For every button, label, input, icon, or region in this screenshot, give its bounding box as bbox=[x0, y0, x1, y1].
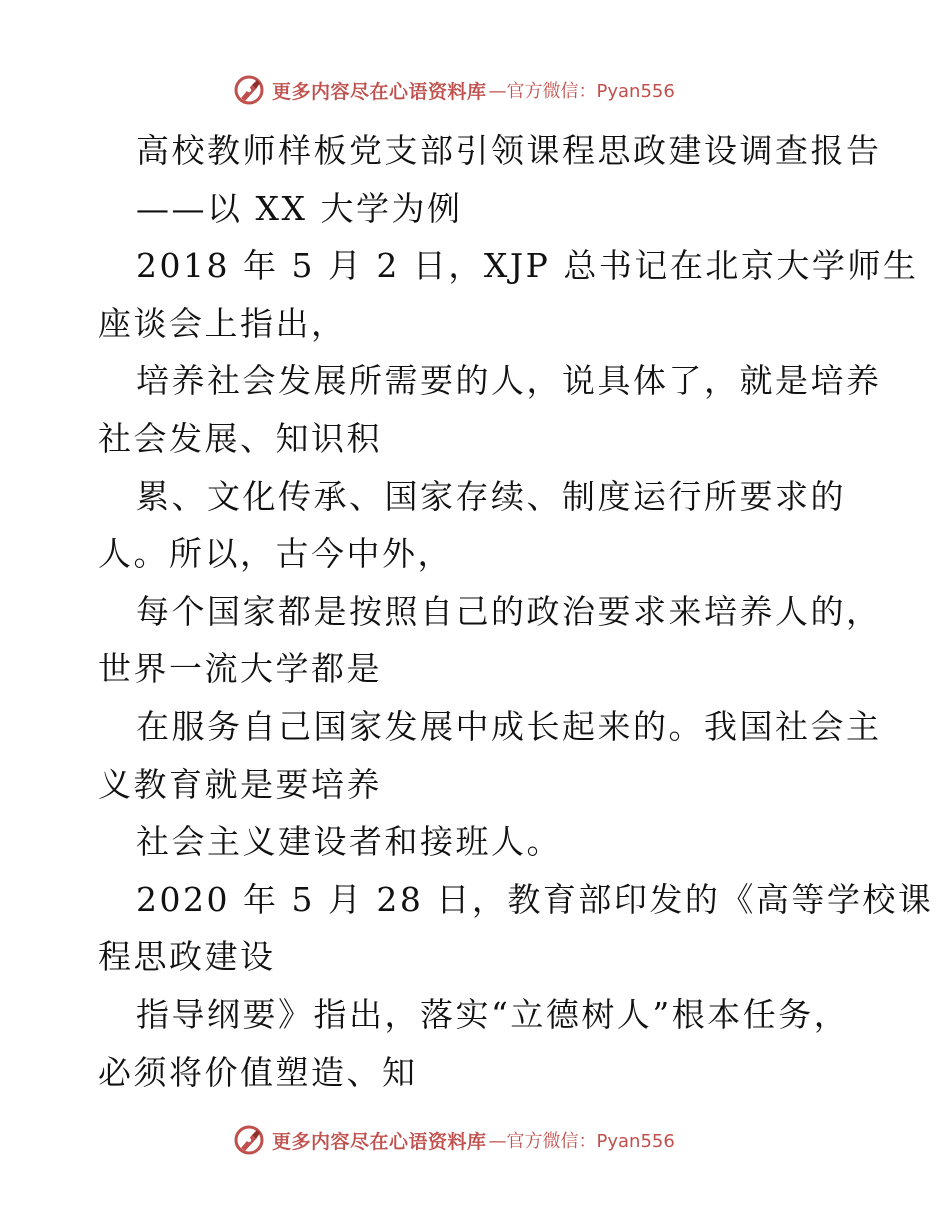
doc-title: 高校教师样板党支部引领课程思政建设调查报告 bbox=[136, 131, 882, 170]
doc-line: 程思政建设 bbox=[98, 937, 276, 977]
doc-subtitle: ——以 XX 大学为例 bbox=[136, 188, 463, 228]
pen-logo-icon bbox=[232, 73, 266, 107]
doc-line: 指导纲要》指出，落实“立德树人”根本任务， bbox=[136, 994, 850, 1034]
doc-line: 人。所以，古今中外， bbox=[98, 534, 453, 574]
watermark-main-text: 更多内容尽在心语资料库 bbox=[272, 80, 487, 103]
doc-line: 2020 年 5 月 28 日，教育部印发的《高等学校课 bbox=[136, 879, 934, 919]
footer-watermark bbox=[232, 1122, 675, 1158]
doc-line: 社会发展、知识积 bbox=[98, 418, 382, 458]
doc-line: 每个国家都是按照自己的政治要求来培养人的， bbox=[136, 591, 882, 631]
doc-line: 义教育就是要培养 bbox=[98, 764, 382, 804]
watermark-wechat-text: —官方微信：Pyan556 bbox=[488, 81, 675, 102]
doc-line: 2018 年 5 月 2 日，XJP 总书记在北京大学师生 bbox=[136, 246, 919, 286]
doc-line: 在服务自己国家发展中成长起来的。我国社会主 bbox=[136, 706, 882, 746]
doc-line: 社会主义建设者和接班人。 bbox=[136, 822, 562, 862]
doc-line: 累、文化传承、国家存续、制度运行所要求的 bbox=[136, 476, 846, 516]
header-watermark bbox=[232, 72, 675, 108]
document-body bbox=[98, 122, 934, 1101]
pen-logo-icon bbox=[232, 1123, 266, 1157]
watermark-main-text: 更多内容尽在心语资料库 bbox=[272, 1130, 487, 1153]
doc-line: 必须将价值塑造、知 bbox=[98, 1052, 418, 1092]
doc-line: 世界一流大学都是 bbox=[98, 649, 382, 689]
watermark-wechat-text: —官方微信：Pyan556 bbox=[488, 1131, 675, 1152]
doc-line: 座谈会上指出， bbox=[98, 303, 347, 343]
doc-line: 培养社会发展所需要的人，说具体了，就是培养 bbox=[136, 361, 882, 401]
